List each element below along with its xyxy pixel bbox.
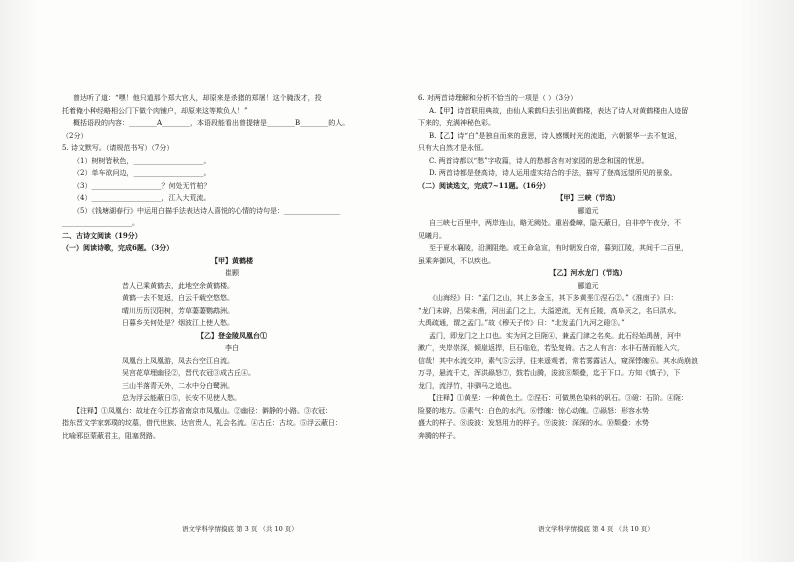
text-line: 指东晋文学家郭璞的坟墓，借代世族、达官贵人，礼会名流。④古丘：古坟。⑤浮云蔽日： bbox=[62, 419, 342, 427]
text-line: 奔腾的样子。 bbox=[418, 431, 460, 440]
text-line: （4）____________________，江入大荒流。 bbox=[73, 194, 211, 202]
text-line: 二、古诗文阅读（19分） bbox=[62, 230, 142, 240]
text-line: （2分） bbox=[62, 131, 88, 140]
text-line: 龙门，流浮竹，非驷马之追也。 bbox=[418, 381, 516, 390]
text-line: （1）树树皆秋色，____________________。 bbox=[73, 156, 211, 165]
text-line: 托着俺小种经略相公门下做个肉铺户，却原来这等欺负人！” bbox=[62, 106, 248, 115]
text-line: 郦道元 bbox=[577, 206, 599, 215]
text-line: 晴川历历汉阳树，芳草萋萋鹦鹉洲。 bbox=[122, 306, 234, 315]
text-line: （3）____________________？何处无竹柏？ bbox=[73, 181, 211, 190]
text-line: 【注释】①黄垩：一种黄色土。②涅石：可做黑色染料的矾石。③磴：石阶。④阨： bbox=[429, 394, 688, 402]
text-line: 信哉！其中水流交冲，素气⑤云浮，往来遥观者，常若雾露沾人，窥深悸魄⑥。其水尚崩浪 bbox=[418, 356, 698, 365]
text-line: 下来的，充满神秘色彩。 bbox=[418, 119, 495, 127]
text-line: 李白 bbox=[225, 344, 239, 352]
text-line: D. 两首诗都是登高诗，诗人运用虚实结合的手法，描写了登高远望所见的景象。 bbox=[429, 169, 677, 177]
text-line: 崔颢 bbox=[225, 269, 239, 277]
text-line: 【甲】三峡（节选） bbox=[556, 193, 620, 202]
text-line: 6. 对两首诗理解和分析不恰当的一项是（ ）（3分） bbox=[418, 94, 578, 102]
text-line: 5. 诗文默写。（请规范书写）（7分） bbox=[62, 144, 174, 152]
text-line: 至于夏水襄陵，沿溯阻绝。或王命急宣，有时朝发白帝，暮到江陵，其间千二百里， bbox=[429, 244, 688, 252]
text-line: 盛大的样子。⑧浚波：发怒用力的样子。⑨浚波：深深的水。⑩颓叠：水势 bbox=[418, 419, 649, 427]
text-line: 险要的地方。⑤素气：白色的水汽。⑥悸魄：惊心动魄。⑦赑怒：形容水势 bbox=[418, 406, 649, 415]
text-line: 见曦月。 bbox=[418, 231, 446, 240]
text-line: 虽乘奔御风，不以疾也。 bbox=[418, 256, 495, 265]
text-line: 概括语段的内容：________A________，本语段能看出曾提辖是________B________的人。 bbox=[73, 119, 350, 127]
text-line: （2）单车欲问边，____________________。 bbox=[73, 169, 211, 177]
text-line: 自三峡七百里中，两岸连山，略无阙处。重岩叠嶂，隐天蔽日，自非亭午夜分，不 bbox=[429, 219, 681, 227]
text-line: 黄鹤一去不复返，白云千载空悠悠。 bbox=[122, 294, 234, 302]
text-line: B.【乙】诗“白”是独自而来的意思，诗人感慨时光的流逝，六朝繁华一去不复返， bbox=[429, 131, 682, 140]
text-line: 【注释】①凤凰台：故址在今江苏省南京市凤凰山。②幽径：僻静的小路。③衣冠： bbox=[73, 406, 332, 415]
text-line: 【甲】黄鹤楼 bbox=[211, 255, 253, 265]
text-line: 昔人已乘黄鹤去，此地空余黄鹤楼。 bbox=[122, 281, 234, 290]
text-line: 凤凰台上凤凰游，凤去台空江自流。 bbox=[122, 356, 234, 365]
left-page bbox=[62, 92, 402, 442]
text-line: 比喻邪臣蒙蔽君主，阻塞贤路。 bbox=[62, 431, 160, 440]
text-line: 曾达听了道：“嘿！他只道那个郑大官人，却原来是杀猪的郑屠！这个腌泼才，投 bbox=[73, 94, 322, 102]
text-line: 日暮乡关何处是？烟波江上使人愁。 bbox=[122, 319, 234, 327]
text-line: C. 两首诗都以“愁”字收篇，诗人的愁都含有对家园的思念和国的忧思。 bbox=[429, 156, 649, 165]
left-page-footer: 语文学科学情摸底 第 3 页 （共 10 页） bbox=[182, 525, 298, 533]
text-line: 只有大自然才是永恒。 bbox=[418, 144, 488, 152]
text-line: 【乙】登金陵凤凰台① bbox=[197, 330, 267, 340]
text-line: 【乙】河水龙门（节选） bbox=[549, 268, 627, 277]
text-line: 《山海经》曰：“孟门之山，其上多金玉，其下多黄垩①涅石②。”《淮南子》曰： bbox=[429, 294, 678, 302]
text-line: “龙门未辟，吕梁未凿，河出孟门之上，大溢逆流，无有丘陵，高阜灭之，名曰洪水。 bbox=[418, 306, 681, 315]
text-line: 三山半落青天外，二水中分白鹭洲。 bbox=[122, 381, 234, 390]
text-line: （二）阅读选文，完成7~11题。（16分） bbox=[418, 180, 550, 190]
text-line: （一）阅读诗歌，完成6题。（3分） bbox=[62, 243, 174, 252]
right-page bbox=[418, 92, 758, 442]
scan-shadow-left bbox=[0, 0, 40, 562]
text-line: 吴宫花草埋幽径②，晋代衣冠③成古丘④。 bbox=[122, 369, 255, 377]
text-line: 郦道元 bbox=[577, 281, 599, 290]
text-line: ____________________。 bbox=[62, 219, 139, 227]
text-line: 孟门，即龙门之上口也。实为河之巨阨④，兼孟门津之名矣。此石经始禹凿，河中 bbox=[429, 331, 681, 340]
text-line: 大禹疏通，谓之孟门。”故《穆天子传》曰：“北发孟门九河之磴③。” bbox=[418, 319, 625, 327]
right-page-footer: 语文学科学情摸底 第 4 页 （共 10 页） bbox=[538, 525, 654, 533]
text-line: （5）《钱塘湖春行》中运用白描手法表达诗人喜悦的心情的诗句是：________________ bbox=[73, 206, 340, 215]
text-line: 万寻，悬流千丈，浑洪赑怒⑦，鼓若山腾，浚波⑧颓叠，迄于下口。方知《慎子》，下 bbox=[418, 369, 681, 377]
text-line: 总为浮云能蔽日⑤，长安不见使人愁。 bbox=[122, 394, 241, 402]
text-line: 漱广，夹岸崇深，倾崖返捍，巨石临危，若坠复倚。古之人有言：水非石凿而能入穴， bbox=[418, 344, 684, 352]
text-line: A.【甲】诗首联用典故，由仙人乘鹤归去引出黄鹤楼，表达了诗人对黄鹤楼由人迹留 bbox=[429, 106, 689, 115]
